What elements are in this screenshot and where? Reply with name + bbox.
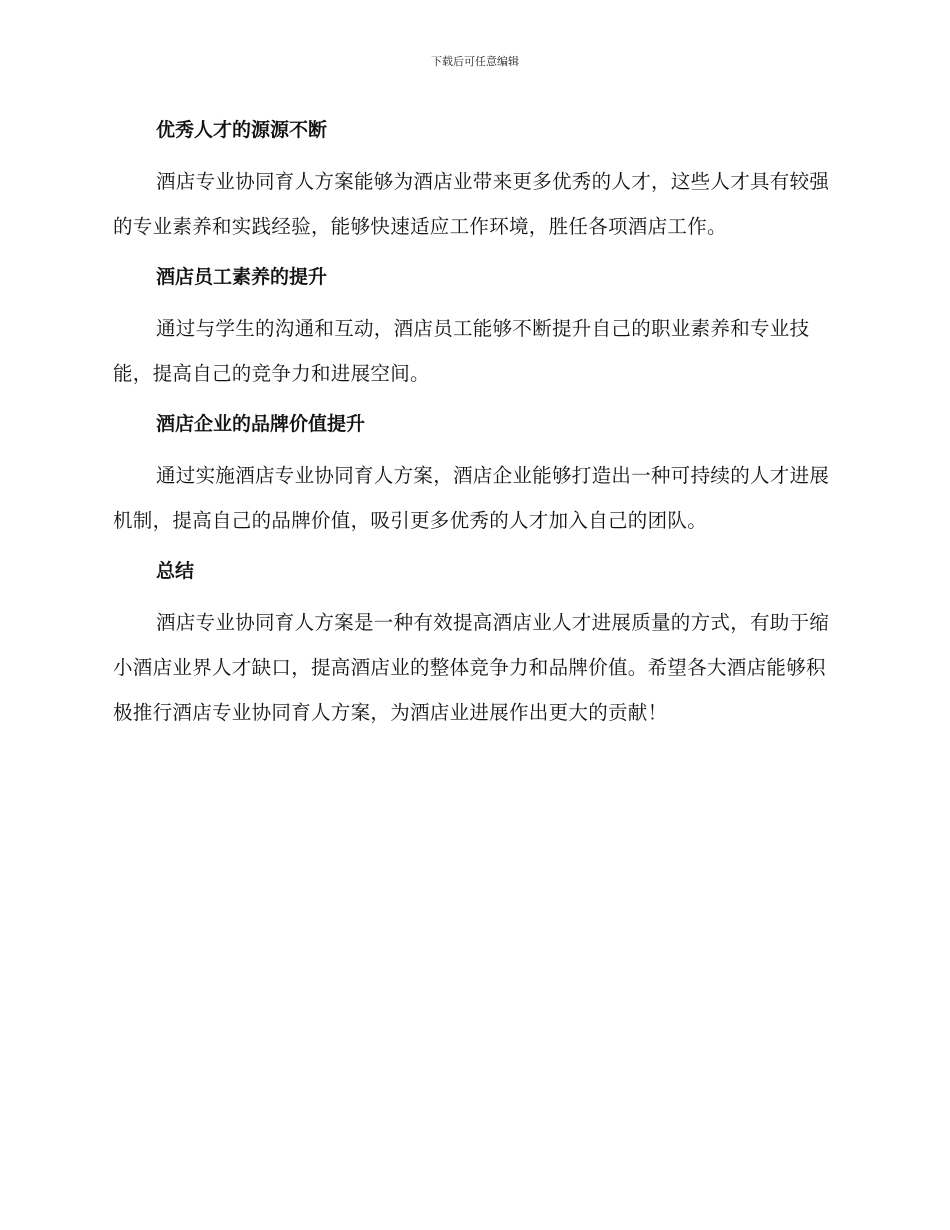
section-paragraph: 酒店专业协同育人方案是一种有效提高酒店业人才进展质量的方式，有助于缩小酒店业界人才缺口，提高酒店业的整体竞争力和品牌价值。希望各大酒店能够积极推行酒店专业协同育人方案，为酒店业进展作出更大的贡献！ (113, 611, 830, 724)
section-heading: 酒店员工素养的提升 (156, 266, 328, 288)
page-header-note: 下载后可任意编辑 (431, 55, 519, 68)
section-brand-value (113, 402, 831, 543)
section-paragraph: 通过实施酒店专业协同育人方案，酒店企业能够打造出一种可持续的人才进展机制，提高自己的品牌价值，吸引更多优秀的人才加入自己的团队。 (113, 464, 830, 532)
section-staff-quality (113, 255, 831, 396)
section-heading: 总结 (156, 560, 195, 582)
section-paragraph: 酒店专业协同育人方案能够为酒店业带来更多优秀的人才，这些人才具有较强的专业素养和实践经验，能够快速适应工作环境，胜任各项酒店工作。 (113, 170, 830, 238)
section-heading: 优秀人才的源源不断 (156, 119, 328, 141)
section-paragraph: 通过与学生的沟通和互动，酒店员工能够不断提升自己的职业素养和专业技能，提高自己的竞争力和进展空间。 (113, 317, 810, 385)
section-talent-supply (113, 108, 831, 249)
section-summary (113, 549, 831, 735)
document-body (113, 108, 831, 741)
section-heading: 酒店企业的品牌价值提升 (156, 413, 366, 435)
